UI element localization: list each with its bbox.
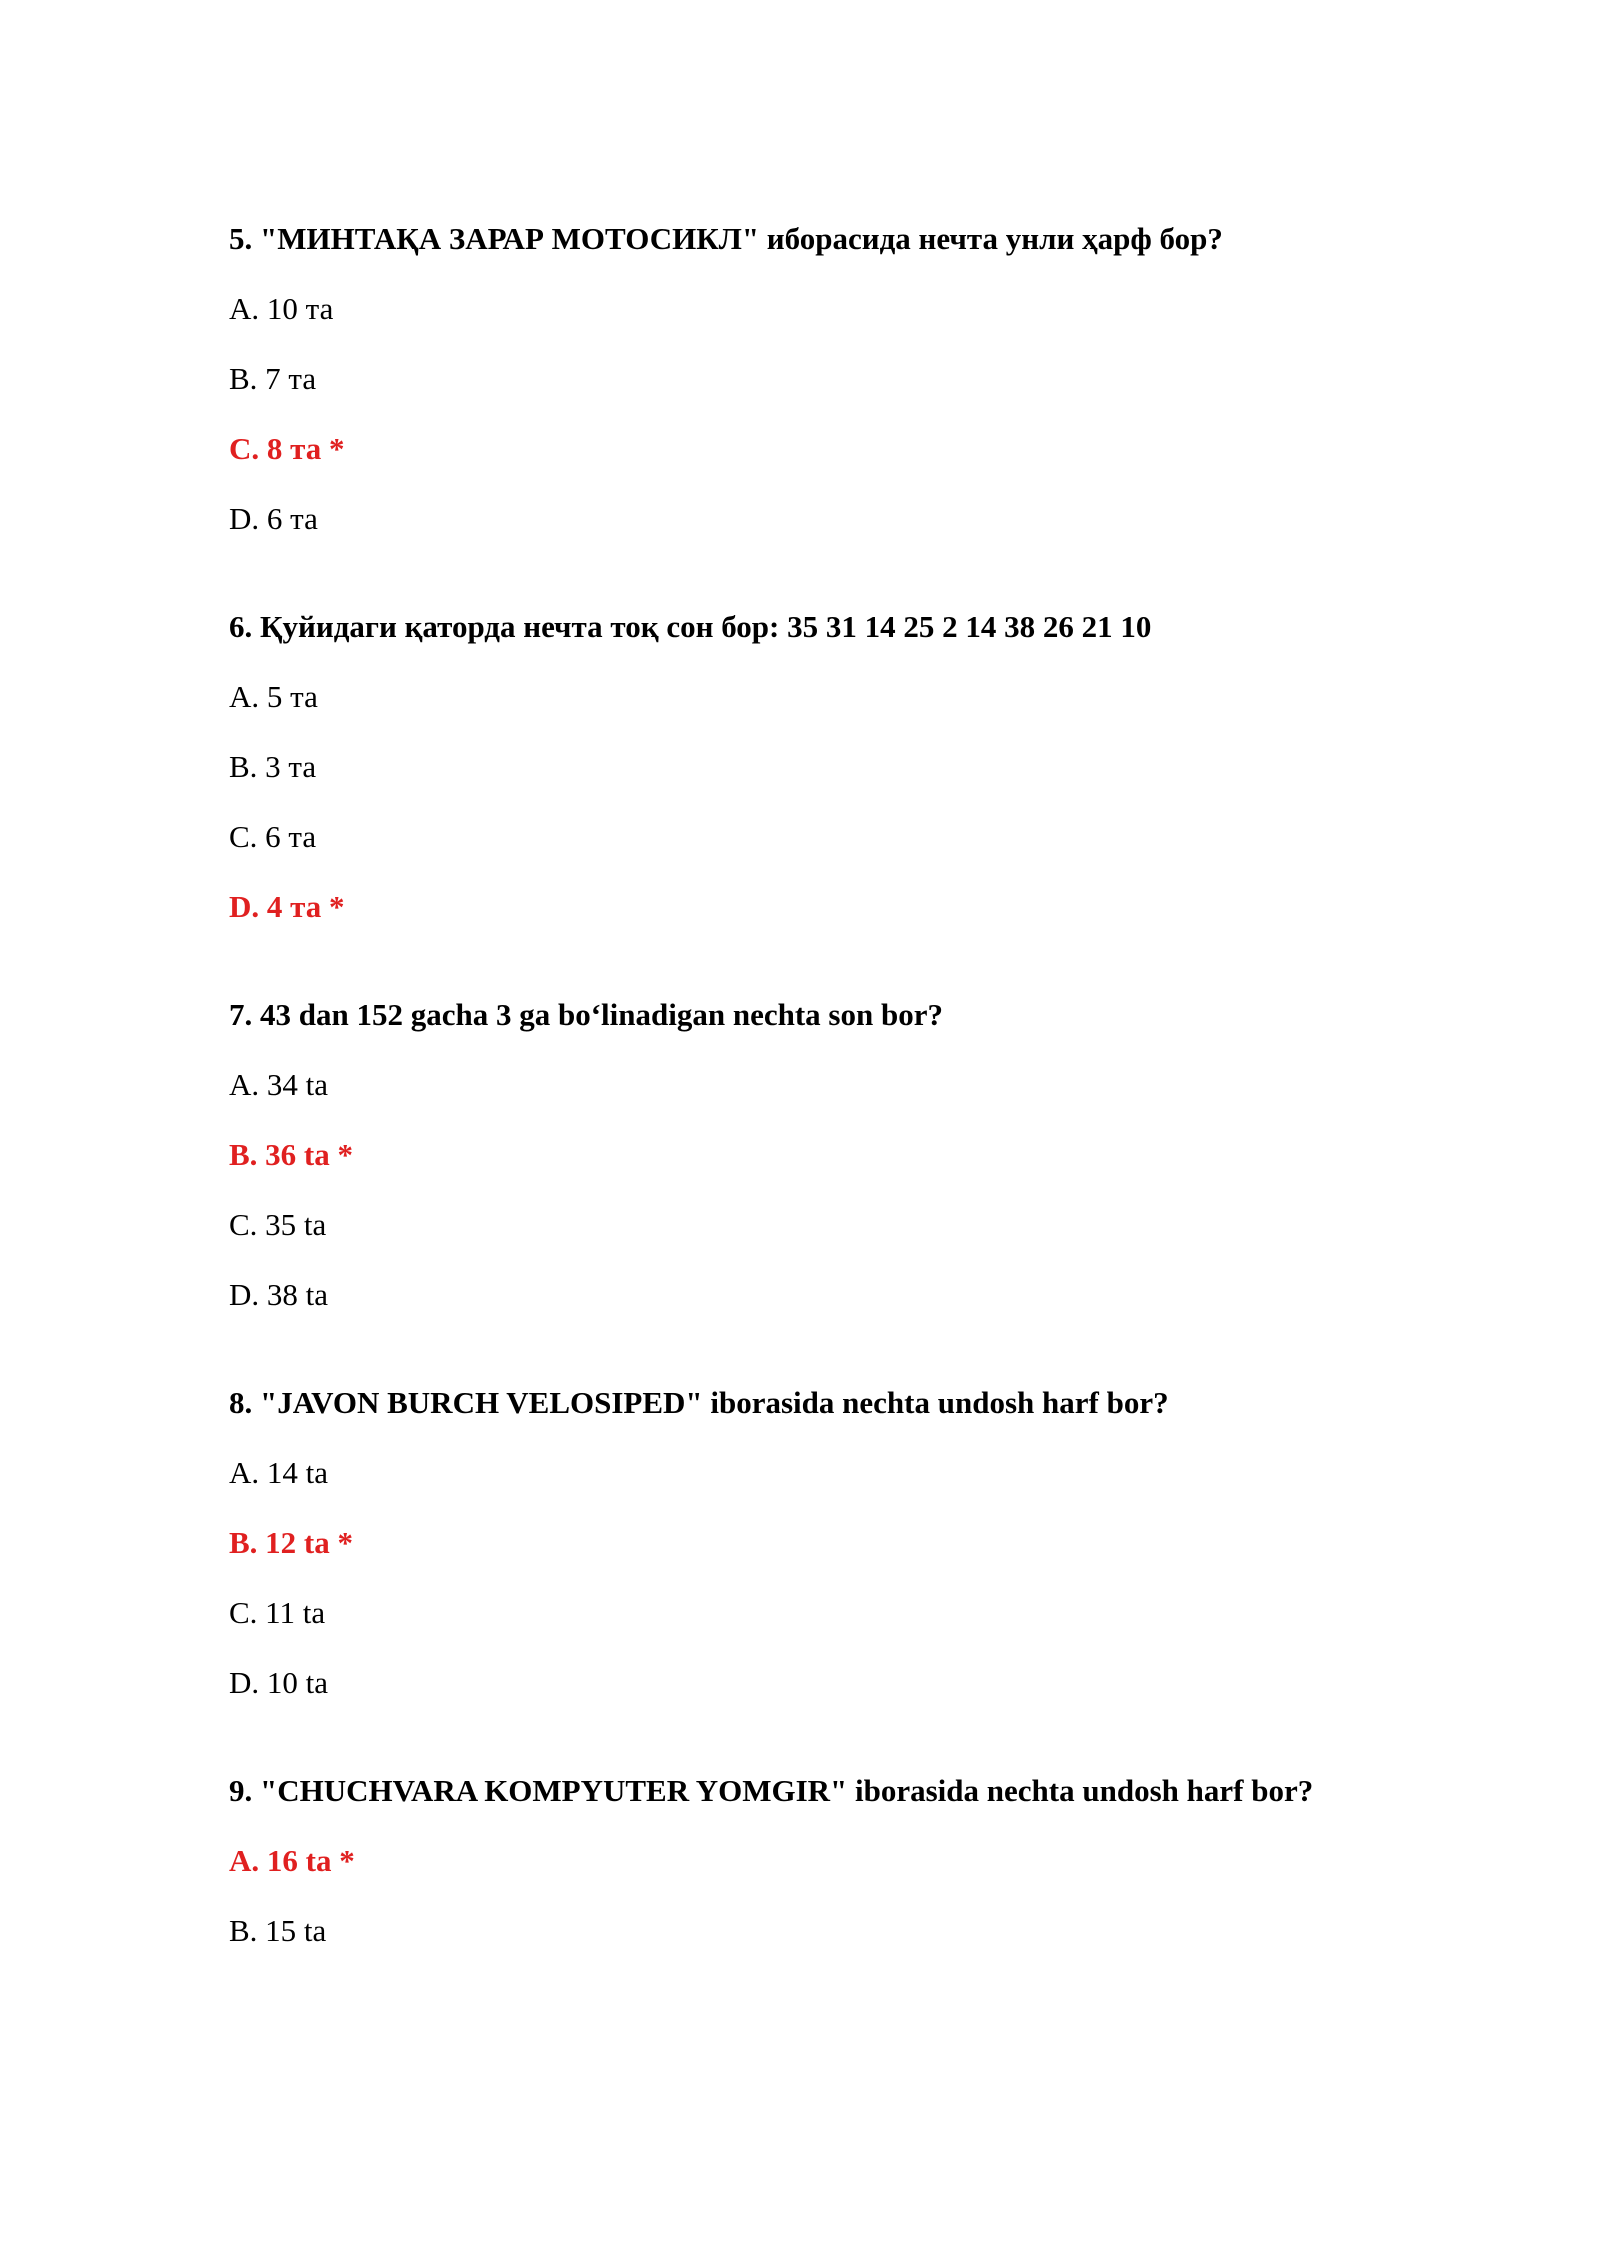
option-c-correct: C. 8 та *: [229, 431, 345, 466]
question-9: [229, 1772, 1429, 1950]
question-text: 5. "МИНТАҚА ЗАРАР МОТОСИКЛ" иборасида нечта унли ҳарф бор?: [229, 221, 1223, 256]
option-c: C. 11 ta: [229, 1595, 326, 1630]
option-a: A. 14 ta: [229, 1455, 329, 1490]
option-a-correct: A. 16 ta *: [229, 1843, 355, 1878]
option-b-correct: B. 36 ta *: [229, 1137, 353, 1172]
option-a: A. 5 та: [229, 679, 318, 714]
option-d: D. 38 ta: [229, 1277, 329, 1312]
document-page: [229, 220, 1429, 2020]
question-7: [229, 996, 1429, 1314]
option-a: A. 10 та: [229, 291, 334, 326]
question-5: [229, 220, 1429, 538]
question-text: 9. "CHUCHVARA KOMPYUTER YOMGIR" iborasida nechta undosh harf bor?: [229, 1773, 1314, 1808]
option-b: B. 3 та: [229, 749, 317, 784]
option-d: D. 10 ta: [229, 1665, 329, 1700]
option-d-correct: D. 4 та *: [229, 889, 345, 924]
option-d: D. 6 та: [229, 501, 318, 536]
question-text: 6. Қуйидаги қаторда нечта тоқ сон бор: 35 31 14 25 2 14 38 26 21 10: [229, 609, 1152, 644]
question-6: [229, 608, 1429, 926]
option-c: C. 35 ta: [229, 1207, 327, 1242]
option-b: B. 7 та: [229, 361, 317, 396]
option-b: B. 15 ta: [229, 1913, 327, 1948]
option-a: A. 34 ta: [229, 1067, 329, 1102]
question-8: [229, 1384, 1429, 1702]
option-b-correct: B. 12 ta *: [229, 1525, 353, 1560]
question-text: 7. 43 dan 152 gacha 3 ga bo‘linadigan nechta son bor?: [229, 997, 943, 1032]
option-c: C. 6 та: [229, 819, 317, 854]
question-text: 8. "JAVON BURCH VELOSIPED" iborasida nechta undosh harf bor?: [229, 1385, 1169, 1420]
